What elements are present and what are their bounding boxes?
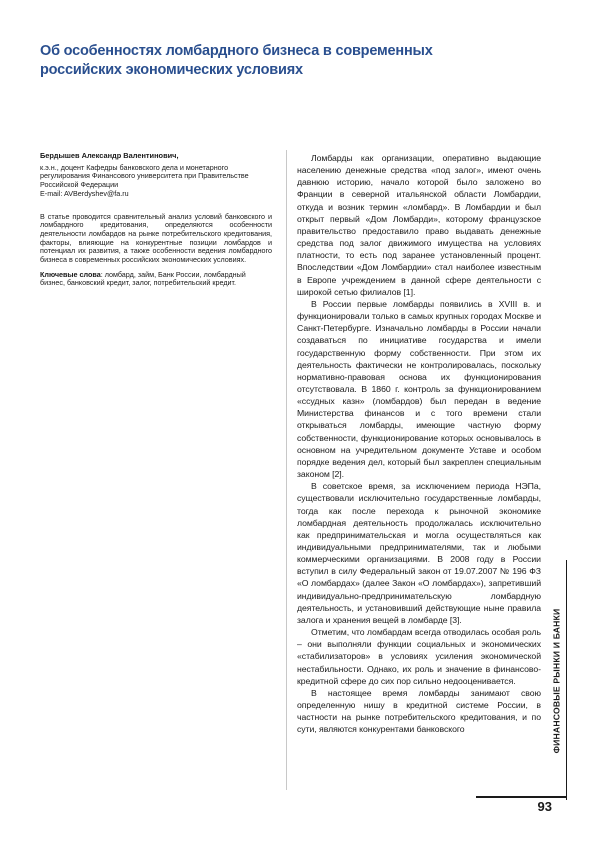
body-paragraph: Отметим, что ломбардам всегда отводилась особая роль – они выполняли функции социальных и экономических «стабилизаторов» в условиях усиления экономической нестабильности. Однако, их роль и значение в финансово-кредитной сфере до сих пор сильно недооценивается. [297, 627, 541, 686]
column-divider [286, 150, 287, 790]
keywords-text: : ломбард, займ, Банк России, ломбардный бизнес, банковский кредит, залог, потребительский кредит. [40, 269, 246, 288]
author-email: E-mail: AVBerdyshev@fa.ru [40, 188, 129, 198]
body-paragraph: В России первые ломбарды появились в XVIII в. и функционировали только в самых крупных городах Москве и Санкт-Петербурге. Изначально ломбарды в России начали создаваться по инициативе государства и имели государственную форму собственности. При этом их деятельность фактически не контролировалась, поскольку нормативно-правовая основа их функционирования отсутствовала. В 1860 г. контроль за функционированием «ссудных казн» (ломбардов) был передан в ведение Министерства финансов и с того времени стали открываться ломбарды, имеющие частную форму собственности, функционирование которых основывалось в основном на учредительном документе Уставе и особом порядке ведения дел, который был закреплен специальным законом [2]. [297, 298, 541, 480]
section-tab-label: ФИНАНСОВЫЕ РЫНКИ И БАНКИ [551, 608, 562, 754]
article-body [297, 152, 541, 736]
body-paragraph: В настоящее время ломбарды занимают свою определенную нишу в кредитной системе России, в частности на рынке потребительского кредитования, и по сути, являются конкурентами банковского [297, 687, 541, 735]
author-info-line: Российской Федерации [40, 180, 119, 190]
author-info [40, 164, 272, 199]
section-tab [548, 572, 564, 790]
author-info-line: регулирования Финансового университета при Правительстве [40, 171, 249, 181]
body-paragraph: В советское время, за исключением периода НЭПа, существовали исключительно государственные ломбарды, тогда как после перехода к рыночной экономике ломбардная деятельность продолжалась исключительно как предпринимательская и могла осуществляться как индивидуальными предпринимателями, так и любыми коммерческими организациями. В 2008 году в России вступил в силу Федеральный закон от 19.07.2007 № 196 ФЗ «О ломбардах» (далее Закон «О ломбардах»), запретивший индивидуально-предпринимательскую ломбардную деятельность, и установивший действующие ныне правила залога и хранения вещей в ломбарде [3]. [297, 481, 541, 625]
page-number: 93 [537, 799, 552, 814]
body-paragraph: Ломбарды как организации, оперативно выдающие населению денежные средства «под залог», имеют очень давнюю историю, начало которой было заложено во Франции в северной итальянской области Ломбардии, откуда и возник термин «ломбард». В Ломбардии и был открыт первый «Дом Ломбарди», которому французское правительство предоставило право выдавать денежные средства под залог движимого имущества на условиях платности, то есть под заранее установленный процент. Впоследствии «Дом Ломбардии» стал наиболее известным в Европе учреждением в данной сфере деятельности с широкой сетью филиалов [1]. [297, 153, 541, 297]
keywords [40, 271, 272, 288]
author-info-line: к.э.н., доцент Кафедры банковского дела и монетарного [40, 162, 229, 172]
abstract: В статье проводится сравнительный анализ условий банковского и ломбардного кредитования, определяются особенности деятельности ломбардов на рынке потребительского кредитования, факторы, влияющие на конкурентные позиции ломбардов и потенциал их развития, а также особенности ведения ломбардного бизнеса в современных российских экономических условиях. [40, 211, 272, 265]
side-rule [566, 560, 567, 800]
article-title: Об особенностях ломбардного бизнеса в современных российских экономических условиях [40, 43, 433, 78]
footer-rule [476, 796, 567, 798]
author-name: Бердышев Александр Валентинович, [40, 151, 179, 160]
author-column [40, 152, 272, 288]
keywords-label: Ключевые слова [40, 269, 101, 279]
